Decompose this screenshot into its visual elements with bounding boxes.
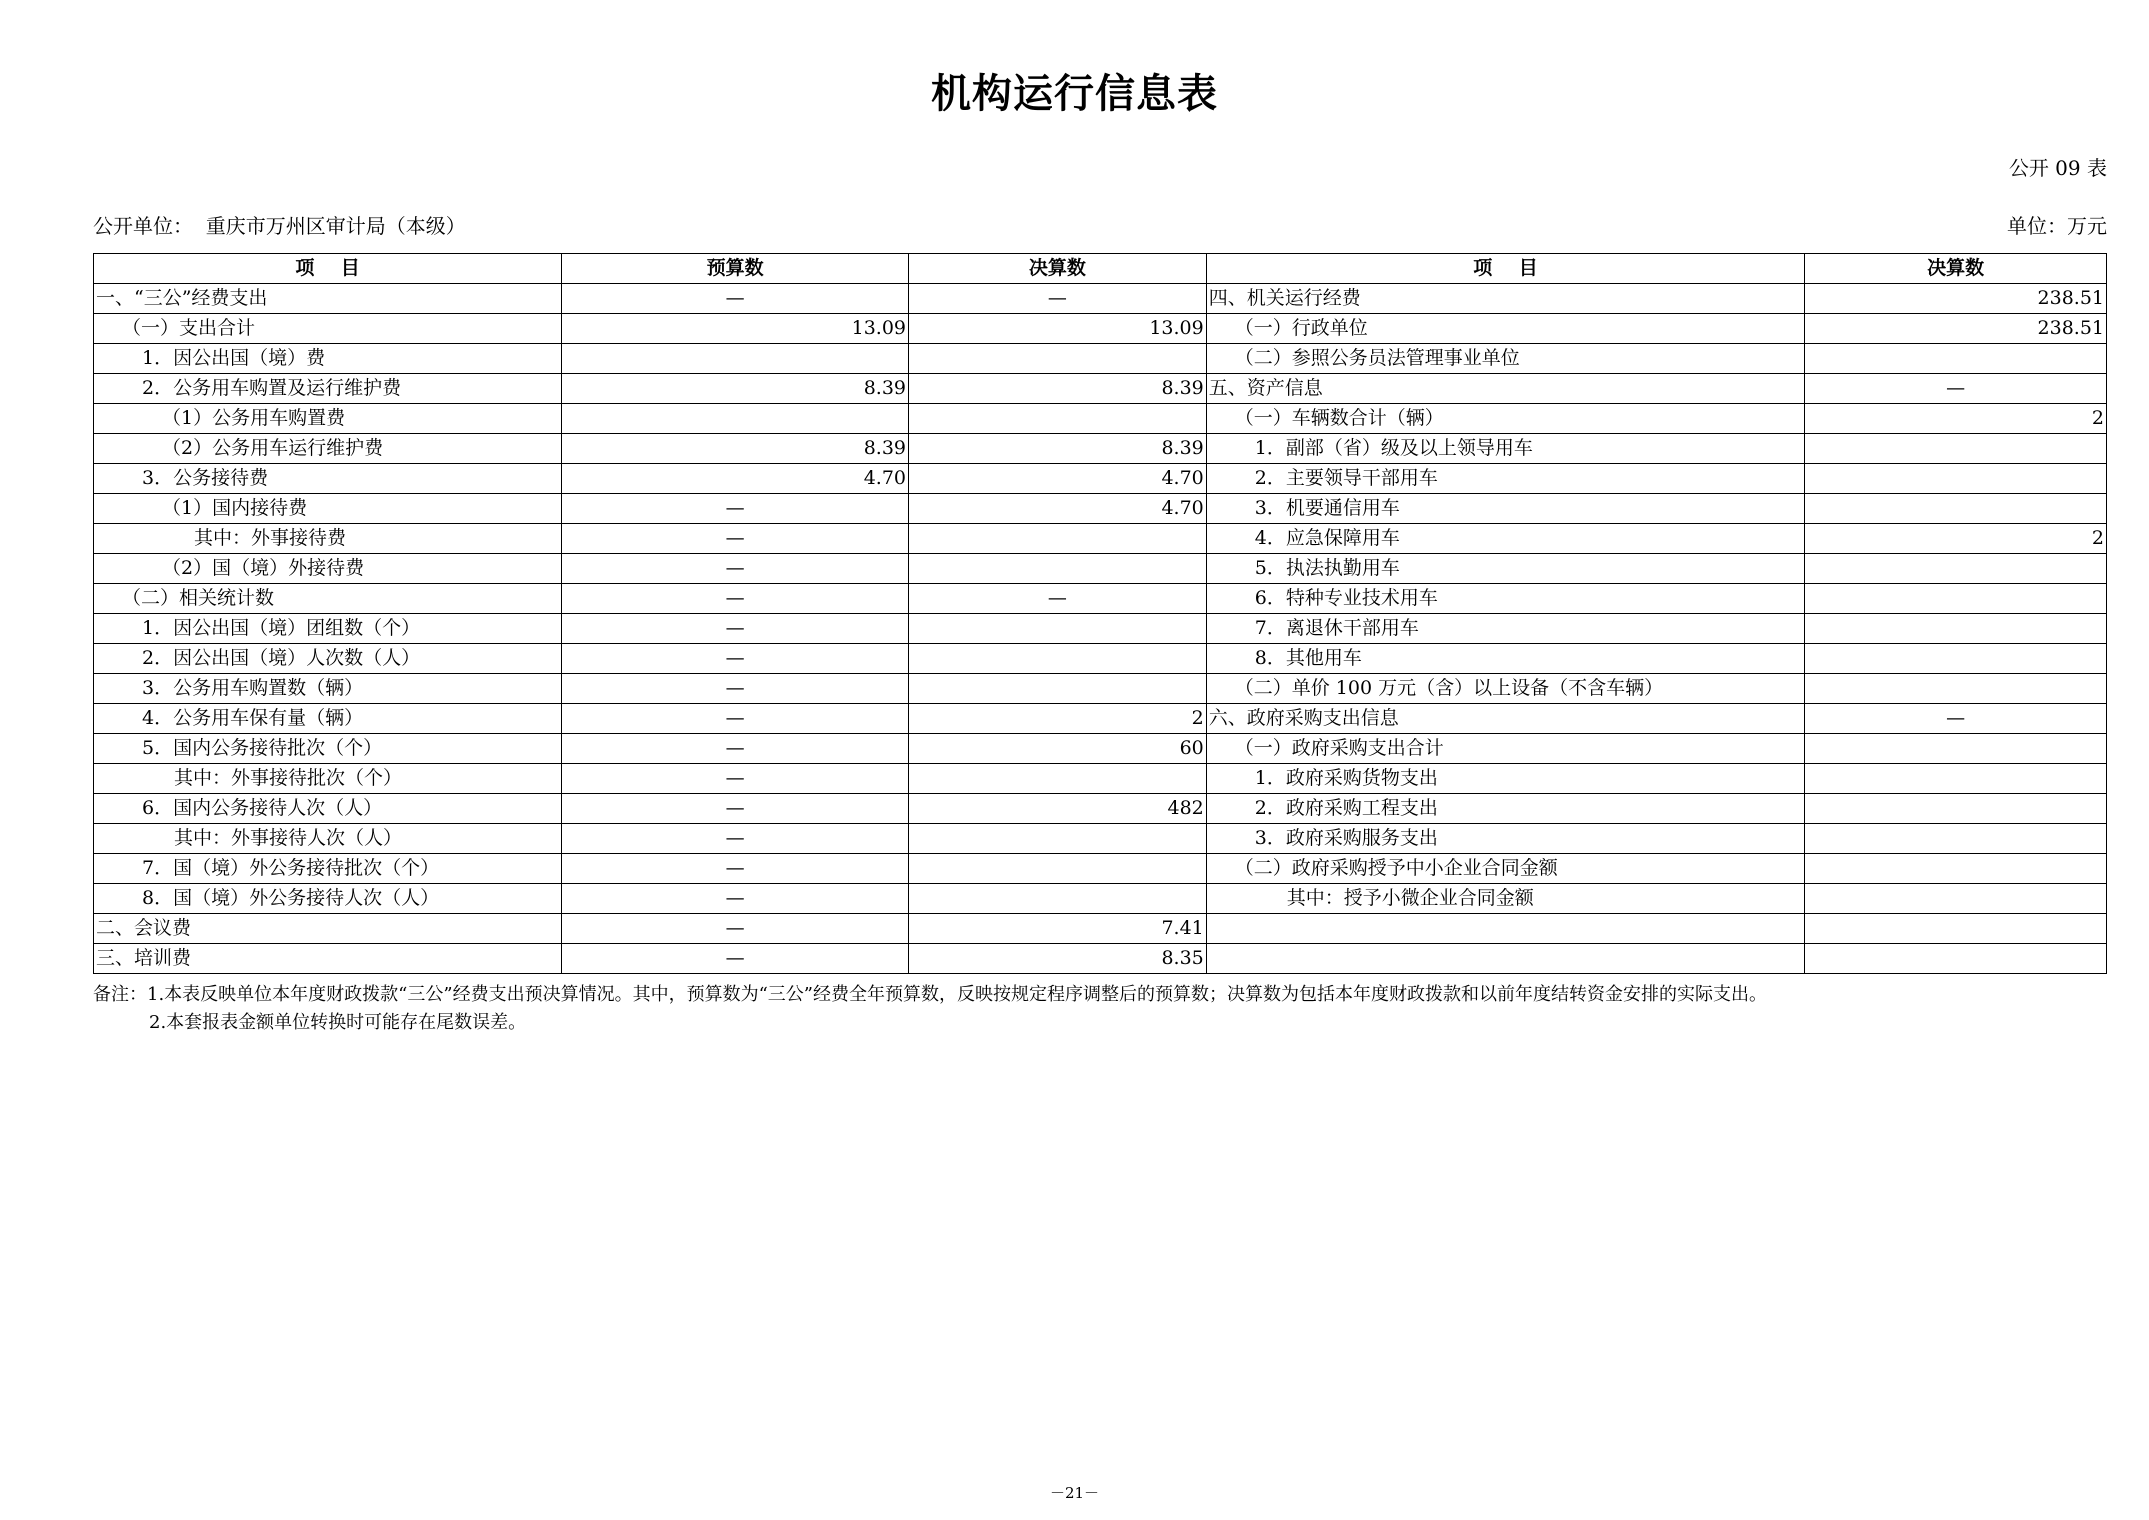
row-final-value-right <box>1805 854 2107 884</box>
row-item-right: 2．主要领导干部用车 <box>1206 464 1804 494</box>
row-item-left: 其中：外事接待人次（人） <box>94 824 562 854</box>
table-row <box>94 464 2107 494</box>
row-final-value: 4.70 <box>909 464 1207 494</box>
row-final-value-right <box>1805 794 2107 824</box>
row-final-value-right <box>1805 734 2107 764</box>
row-budget-value: 8.39 <box>562 434 909 464</box>
note-1: 备注：1.本表反映单位本年度财政拨款“三公”经费支出预决算情况。其中，预算数为“三公”经费全年预算数，反映按规定程序调整后的预算数；决算数为包括本年度财政拨款和以前年度结转资金安排的实际支出。 <box>93 984 1767 1005</box>
row-final-value-right: 2 <box>1805 404 2107 434</box>
row-budget-value: — <box>562 524 909 554</box>
row-budget-value <box>562 344 909 374</box>
row-item-left: （一）支出合计 <box>94 314 562 344</box>
row-budget-value: — <box>562 734 909 764</box>
header-budget: 预算数 <box>562 254 909 284</box>
row-item-right: 五、资产信息 <box>1206 374 1804 404</box>
row-final-value: 482 <box>909 794 1207 824</box>
table-row <box>94 524 2107 554</box>
row-final-value-right <box>1805 494 2107 524</box>
row-item-right: 四、机关运行经费 <box>1206 284 1804 314</box>
row-budget-value: — <box>562 614 909 644</box>
row-final-value-right <box>1805 944 2107 974</box>
row-final-value-right <box>1805 824 2107 854</box>
row-item-left: 其中：外事接待批次（个） <box>94 764 562 794</box>
row-budget-value: — <box>562 644 909 674</box>
row-final-value <box>909 644 1207 674</box>
row-final-value-right <box>1805 614 2107 644</box>
row-item-left: 1．因公出国（境）团组数（个） <box>94 614 562 644</box>
table-row <box>94 434 2107 464</box>
table-body <box>94 284 2107 974</box>
row-final-value <box>909 614 1207 644</box>
row-item-left: 一、“三公”经费支出 <box>94 284 562 314</box>
row-budget-value: 13.09 <box>562 314 909 344</box>
row-item-left: 5．国内公务接待批次（个） <box>94 734 562 764</box>
row-item-left: 2．公务用车购置及运行维护费 <box>94 374 562 404</box>
row-budget-value: — <box>562 884 909 914</box>
table-row <box>94 374 2107 404</box>
row-final-value <box>909 764 1207 794</box>
row-item-right: 1．政府采购货物支出 <box>1206 764 1804 794</box>
row-final-value-right: 238.51 <box>1805 314 2107 344</box>
row-item-right: 其中：授予小微企业合同金额 <box>1206 884 1804 914</box>
row-item-right: 5．执法执勤用车 <box>1206 554 1804 584</box>
row-final-value-right <box>1805 584 2107 614</box>
table-row <box>94 614 2107 644</box>
row-final-value: 7.41 <box>909 914 1207 944</box>
row-item-left: 4．公务用车保有量（辆） <box>94 704 562 734</box>
info-table <box>93 253 2107 974</box>
row-budget-value: — <box>562 584 909 614</box>
row-final-value <box>909 674 1207 704</box>
table-row <box>94 914 2107 944</box>
row-item-left: 7．国（境）外公务接待批次（个） <box>94 854 562 884</box>
table-row <box>94 944 2107 974</box>
table-row <box>94 794 2107 824</box>
row-final-value <box>909 344 1207 374</box>
row-final-value: — <box>909 284 1207 314</box>
row-item-left: 三、培训费 <box>94 944 562 974</box>
row-final-value-right: — <box>1805 704 2107 734</box>
table-row <box>94 884 2107 914</box>
row-item-right: 8．其他用车 <box>1206 644 1804 674</box>
row-item-right: （二）参照公务员法管理事业单位 <box>1206 344 1804 374</box>
row-final-value-right <box>1805 554 2107 584</box>
row-budget-value: — <box>562 914 909 944</box>
row-final-value: 13.09 <box>909 314 1207 344</box>
row-item-left: （1）公务用车购置费 <box>94 404 562 434</box>
row-final-value <box>909 884 1207 914</box>
row-item-right: （二）单价 100 万元（含）以上设备（不含车辆） <box>1206 674 1804 704</box>
row-final-value <box>909 824 1207 854</box>
row-item-left: 3．公务用车购置数（辆） <box>94 674 562 704</box>
row-final-value-right <box>1805 644 2107 674</box>
row-final-value-right <box>1805 914 2107 944</box>
row-item-right <box>1206 914 1804 944</box>
row-item-right: 7．离退休干部用车 <box>1206 614 1804 644</box>
row-final-value: 4.70 <box>909 494 1207 524</box>
row-final-value: 60 <box>909 734 1207 764</box>
row-budget-value: 8.39 <box>562 374 909 404</box>
table-row <box>94 704 2107 734</box>
table-row <box>94 674 2107 704</box>
table-header-row <box>94 254 2107 284</box>
page-title: 机构运行信息表 <box>931 71 1218 117</box>
row-final-value-right <box>1805 434 2107 464</box>
row-final-value-right <box>1805 764 2107 794</box>
row-budget-value: — <box>562 764 909 794</box>
reporting-unit: 公开单位： 重庆市万州区审计局（本级） <box>93 214 466 238</box>
row-final-value-right: 238.51 <box>1805 284 2107 314</box>
row-item-right: （二）政府采购授予中小企业合同金额 <box>1206 854 1804 884</box>
row-budget-value: — <box>562 944 909 974</box>
row-item-right: 2．政府采购工程支出 <box>1206 794 1804 824</box>
row-item-right: （一）政府采购支出合计 <box>1206 734 1804 764</box>
table-row <box>94 284 2107 314</box>
row-item-right: 1．副部（省）级及以上领导用车 <box>1206 434 1804 464</box>
table-row <box>94 554 2107 584</box>
header-final-right: 决算数 <box>1805 254 2107 284</box>
row-item-left: （2）国（境）外接待费 <box>94 554 562 584</box>
row-item-left: （2）公务用车运行维护费 <box>94 434 562 464</box>
page-number: －21－ <box>1049 1484 1100 1502</box>
form-number: 公开 09 表 <box>2008 156 2107 180</box>
row-final-value: 8.39 <box>909 374 1207 404</box>
row-item-left: 3．公务接待费 <box>94 464 562 494</box>
table-row <box>94 644 2107 674</box>
row-item-left: （1）国内接待费 <box>94 494 562 524</box>
table-row <box>94 344 2107 374</box>
notes <box>93 981 1767 1037</box>
row-item-right: 3．机要通信用车 <box>1206 494 1804 524</box>
row-budget-value: — <box>562 794 909 824</box>
row-item-left: （二）相关统计数 <box>94 584 562 614</box>
row-budget-value: — <box>562 554 909 584</box>
header-item-right: 项 目 <box>1206 254 1804 284</box>
row-final-value: — <box>909 584 1207 614</box>
row-final-value <box>909 404 1207 434</box>
row-item-right: （一）行政单位 <box>1206 314 1804 344</box>
table-row <box>94 404 2107 434</box>
table-row <box>94 494 2107 524</box>
row-item-right: 3．政府采购服务支出 <box>1206 824 1804 854</box>
table-row <box>94 824 2107 854</box>
row-budget-value: 4.70 <box>562 464 909 494</box>
row-budget-value: — <box>562 824 909 854</box>
table-row <box>94 764 2107 794</box>
row-final-value-right <box>1805 674 2107 704</box>
row-budget-value: — <box>562 704 909 734</box>
row-item-left: 其中：外事接待费 <box>94 524 562 554</box>
currency-unit: 单位：万元 <box>2007 214 2107 238</box>
row-item-left: 二、会议费 <box>94 914 562 944</box>
row-final-value: 8.35 <box>909 944 1207 974</box>
note-2: 2.本套报表金额单位转换时可能存在尾数误差。 <box>149 1012 527 1033</box>
row-budget-value: — <box>562 494 909 524</box>
row-final-value: 2 <box>909 704 1207 734</box>
row-final-value <box>909 554 1207 584</box>
row-budget-value: — <box>562 674 909 704</box>
table-row <box>94 314 2107 344</box>
header-item-left: 项 目 <box>94 254 562 284</box>
row-budget-value: — <box>562 284 909 314</box>
row-final-value: 8.39 <box>909 434 1207 464</box>
row-final-value-right <box>1805 344 2107 374</box>
row-final-value-right: 2 <box>1805 524 2107 554</box>
row-item-right: 6．特种专业技术用车 <box>1206 584 1804 614</box>
row-item-left: 2．因公出国（境）人次数（人） <box>94 644 562 674</box>
table-row <box>94 734 2107 764</box>
row-item-left: 8．国（境）外公务接待人次（人） <box>94 884 562 914</box>
table-row <box>94 584 2107 614</box>
row-budget-value: — <box>562 854 909 884</box>
row-final-value <box>909 524 1207 554</box>
table-row <box>94 854 2107 884</box>
row-budget-value <box>562 404 909 434</box>
row-final-value-right: — <box>1805 374 2107 404</box>
row-item-right <box>1206 944 1804 974</box>
row-final-value <box>909 854 1207 884</box>
row-final-value-right <box>1805 464 2107 494</box>
row-final-value-right <box>1805 884 2107 914</box>
row-item-right: 六、政府采购支出信息 <box>1206 704 1804 734</box>
row-item-right: 4．应急保障用车 <box>1206 524 1804 554</box>
row-item-left: 1．因公出国（境）费 <box>94 344 562 374</box>
row-item-left: 6．国内公务接待人次（人） <box>94 794 562 824</box>
row-item-right: （一）车辆数合计（辆） <box>1206 404 1804 434</box>
header-final-left: 决算数 <box>909 254 1207 284</box>
